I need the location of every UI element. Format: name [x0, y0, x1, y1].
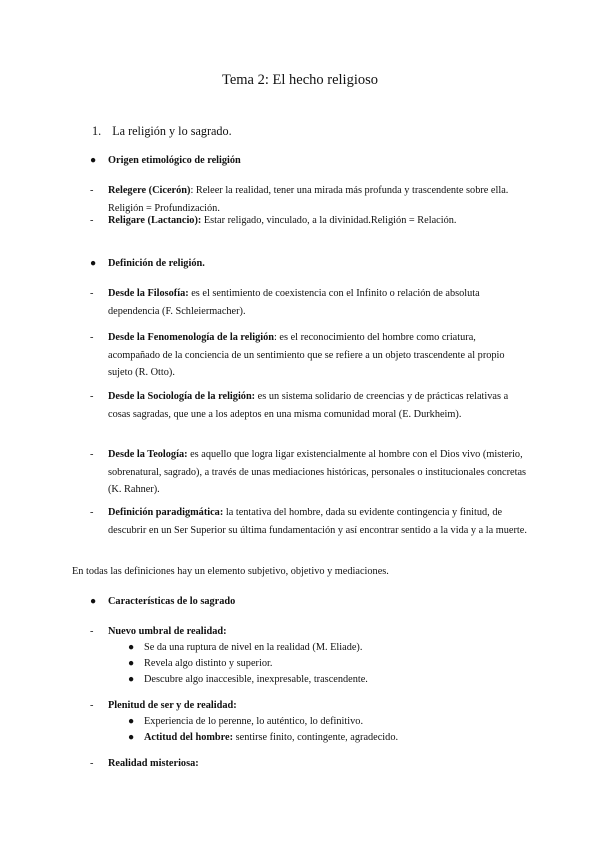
sub-item-text: Experiencia de lo perenne, lo auténtico, lo definitivo.	[144, 716, 364, 727]
item-text: es aquello que logra ligar existencialmente al hombre con el Dios vivo (misterio, sobrenatural, sagrado), a través de unas mediaciones históricas, personales o institucionales concretas (K. Rahner).	[108, 449, 527, 495]
item-term: Nuevo umbral de realidad:	[108, 626, 227, 637]
list-item	[90, 329, 530, 382]
sub-item-term: Actitud del hombre:	[144, 732, 234, 743]
sub-item-text: Se da una ruptura de nivel en la realidad (M. Eliade).	[144, 642, 363, 653]
summary-paragraph: En todas las definiciones hay un elemento subjetivo, objetivo y mediaciones.	[72, 566, 389, 577]
item-term: Desde la Fenomenología de la religión	[108, 332, 274, 343]
document-title: Tema 2: El hecho religioso	[221, 72, 379, 88]
bullet-icon: ●	[128, 642, 135, 653]
item-text: es un sistema solidario de creencias y de prácticas relativas a cosas sagradas, que une a los adeptos en una misma comunidad moral (E. Durkheim).	[108, 391, 509, 420]
item-term: Realidad misteriosa:	[108, 758, 199, 769]
dash-mark: -	[90, 215, 94, 226]
item-term: Desde la Sociología de la religión:	[108, 391, 256, 402]
bullet-icon: ●	[128, 674, 135, 685]
item-text: : Releer la realidad, tener una mirada más profunda y trascendente sobre ella. Religión = Profundización.	[108, 185, 509, 214]
dash-mark: -	[90, 507, 94, 518]
item-text: Estar religado, vinculado, a la divinidad.Religión = Relación.	[201, 215, 457, 226]
item-term: Desde la Filosofía:	[108, 288, 189, 299]
dash-mark: -	[90, 626, 94, 637]
bullet-icon: ●	[90, 155, 97, 166]
dash-mark: -	[90, 758, 94, 769]
item-term: Plenitud de ser y de realidad:	[108, 700, 237, 711]
dash-mark: -	[90, 391, 94, 402]
bullet-icon: ●	[128, 716, 135, 727]
item-text: : es el reconocimiento del hombre como criatura, acompañado de la conciencia de un sentimiento que se refiere a un objeto trascendente al propio sujeto (R. Otto).	[108, 332, 505, 378]
list-item	[90, 623, 530, 641]
bullet-icon: ●	[128, 658, 135, 669]
dash-mark: -	[90, 185, 94, 196]
list-item	[90, 504, 530, 539]
bullet-icon: ●	[90, 596, 97, 607]
heading-definicion-text: Definición de religión.	[108, 258, 205, 269]
section-label: La religión y lo sagrado.	[112, 124, 232, 138]
item-term: Religare (Lactancio):	[108, 215, 202, 226]
section-number: 1.	[92, 124, 102, 138]
list-item	[90, 212, 530, 230]
sub-item-text: sentirse finito, contingente, agradecido.	[233, 732, 399, 743]
list-item	[90, 446, 530, 499]
list-item	[90, 285, 530, 320]
item-term: Desde la Teología:	[108, 449, 188, 460]
list-item	[90, 388, 530, 423]
item-text: la tentativa del hombre, dada su evidente contingencia y finitud, de descubrir en un Ser Superior su última fundamentación y así encontrar sentido a la vida y a la muerte.	[108, 507, 527, 536]
heading-origen-text: Origen etimológico de religión	[108, 155, 241, 166]
dash-mark: -	[90, 700, 94, 711]
heading-caracteristicas-text: Características de lo sagrado	[108, 596, 236, 607]
bullet-icon: ●	[90, 258, 97, 269]
list-item	[90, 697, 530, 715]
dash-mark: -	[90, 449, 94, 460]
sub-item-text: Descubre algo inaccesible, inexpresable, trascendente.	[144, 674, 368, 685]
item-text: es el sentimiento de coexistencia con el Infinito o relación de absoluta dependencia (F. Schleiermacher).	[108, 288, 480, 317]
dash-mark: -	[90, 332, 94, 343]
dash-mark: -	[90, 288, 94, 299]
bullet-icon: ●	[128, 732, 135, 743]
sub-item-text: Revela algo distinto y superior.	[144, 658, 273, 669]
item-term: Relegere (Cicerón)	[108, 185, 191, 196]
item-term: Definición paradigmática:	[108, 507, 224, 518]
section-heading-1	[92, 124, 232, 139]
list-item	[90, 755, 530, 773]
